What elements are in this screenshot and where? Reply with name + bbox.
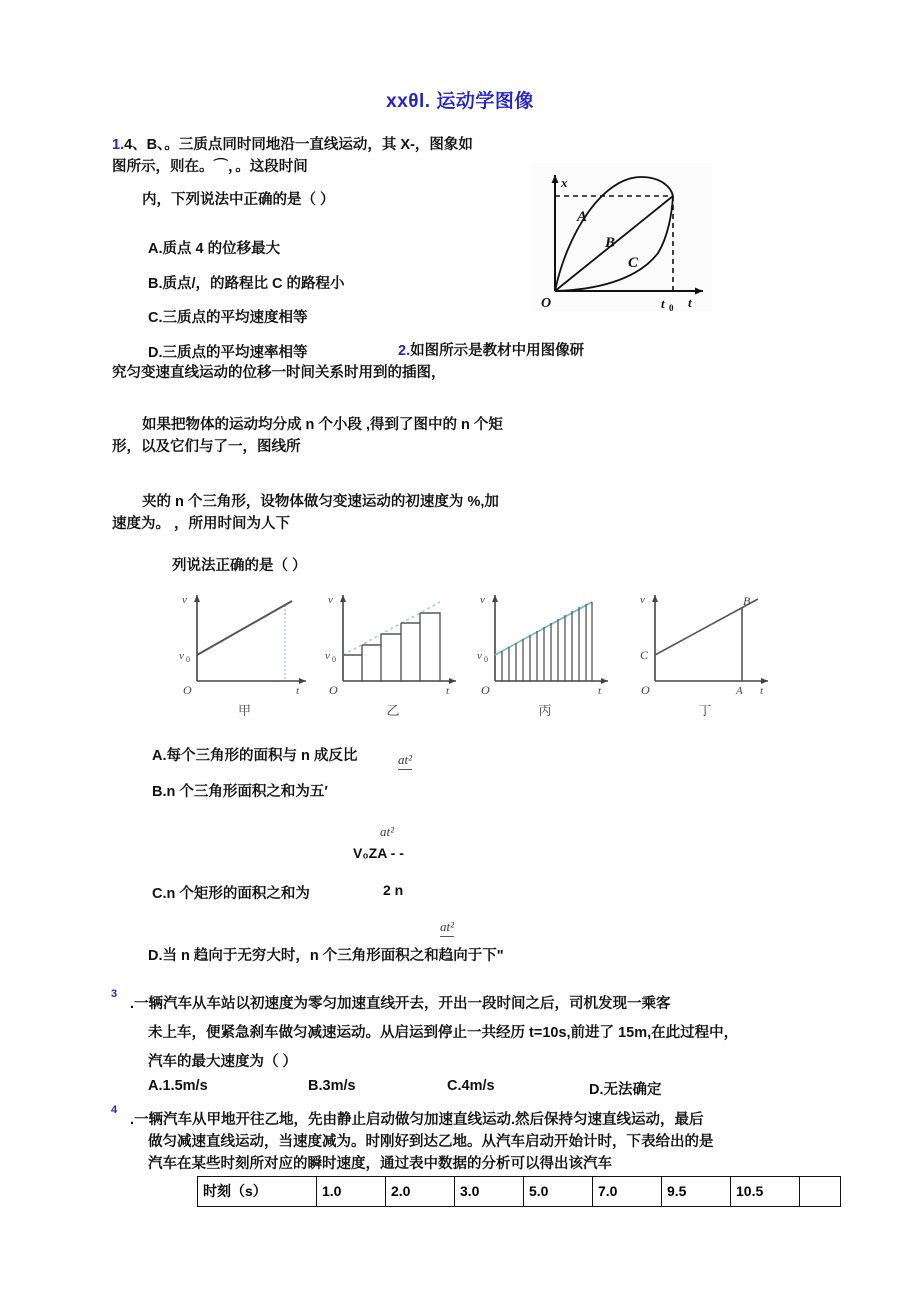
- question-1-option-c-label: C.: [148, 310, 163, 326]
- curve-label-a: A: [577, 209, 588, 225]
- page-title: xxθl. 运动学图像: [386, 91, 534, 112]
- question-1-number: 1.: [112, 137, 125, 153]
- question-1-option-a: [148, 237, 280, 258]
- v0-label: v: [477, 650, 482, 662]
- point-label-a: A: [736, 685, 743, 695]
- question-2-option-d-text: 当 n 趋向于无穷大时，n 个三角形面积之和趋向于下": [162, 948, 504, 964]
- question-4-stem-line3: 汽车在某些时刻所对应的瞬时速度，通过表中数据的分析可以得出该汽车: [148, 1156, 612, 1172]
- table-cell-empty: [800, 1177, 841, 1207]
- question-2-option-c-label: C.: [152, 886, 167, 902]
- table-row: [198, 1177, 841, 1207]
- vt-graph-jia-caption: 甲: [237, 703, 251, 718]
- question-1-stem-line3: 内，下列说法中正确的是（ ）: [142, 192, 335, 208]
- question-1-option-d-text: 三质点的平均速率相等: [162, 345, 308, 361]
- question-2-option-b: [152, 780, 328, 801]
- question-2-stem-line6: 速度为。 ，所用时间为人下: [112, 516, 291, 532]
- point-label-c: C: [640, 648, 649, 662]
- vt-graph-bing: [470, 585, 620, 695]
- question-1-option-c: [148, 306, 308, 327]
- question-2-stem-line2: 究匀变速直线运动的位移一时间关系时用到的插图，: [112, 365, 446, 381]
- question-2-option-a: [152, 744, 357, 765]
- question-1-option-d-label: D.: [148, 345, 163, 361]
- v-axis-label: v: [328, 594, 333, 606]
- t0-label: t: [661, 296, 665, 311]
- question-3-option-b-label: B.: [308, 1078, 323, 1094]
- question-3-stem-line3: 汽车的最大速度为（ ）: [148, 1054, 298, 1070]
- table-cell-t3: 3.0: [455, 1177, 524, 1207]
- question-1-option-b-text: 质点/，的路程比 C 的路程小: [162, 276, 345, 292]
- table-cell-t1: 1.0: [317, 1177, 386, 1207]
- v0-subscript: 0: [332, 655, 336, 664]
- v-axis-label: v: [640, 594, 645, 606]
- question-3-option-a: [148, 1078, 208, 1094]
- v-axis-label: v: [480, 594, 485, 606]
- question-3-option-c-label: C.: [447, 1078, 462, 1094]
- table-cell-t4: 5.0: [524, 1177, 593, 1207]
- question-1-stem-line2: 图所示，则在。⌒，。这段时间: [112, 159, 308, 175]
- origin-label: O: [641, 683, 650, 695]
- vt-graph-bing-caption: 丙: [538, 703, 552, 718]
- v0-subscript: 0: [484, 655, 488, 664]
- question-1-option-c-text: 三质点的平均速度相等: [162, 310, 308, 326]
- question-1-option-b-label: B.: [148, 276, 163, 292]
- question-2-stem-line1: 如图所示是教材中用图像研: [410, 343, 585, 359]
- question-4-number: 4: [111, 1104, 118, 1116]
- table-cell-t5: 7.0: [593, 1177, 662, 1207]
- question-3-option-b-text: 3m/s: [322, 1078, 356, 1094]
- question-2-number: 2.: [398, 343, 411, 359]
- question-3-option-d-label: D.: [589, 1082, 604, 1098]
- question-4-velocity-table: [197, 1176, 841, 1207]
- x-axis-t-label: t: [688, 295, 692, 310]
- vt-graph-yi-caption: 乙: [386, 703, 400, 718]
- question-1-option-a-text: 质点 4 的位移最大: [162, 241, 281, 257]
- vt-graph-ding-caption: 丁: [698, 703, 712, 718]
- question-2-option-d-label: D.: [148, 948, 163, 964]
- question-3-option-d-text: 无法确定: [603, 1082, 662, 1098]
- t-axis-label: t: [760, 685, 764, 695]
- v0-label: v: [325, 650, 330, 662]
- t-axis-label: t: [446, 685, 450, 695]
- question-2-stem-line4: 形，以及它们与了一，图线所: [112, 439, 301, 455]
- question-1-stem: [112, 135, 532, 156]
- curve-label-b: B: [605, 235, 616, 251]
- question-3-stem-line1: .一辆汽车从车站以初速度为零匀加速直线开去，开出一段时间之后，司机发现一乘客: [130, 996, 671, 1012]
- x-t-graph: [533, 163, 713, 311]
- question-3-option-d: [589, 1078, 662, 1099]
- question-2-stem-line7: 列说法正确的是（ ）: [172, 558, 307, 574]
- question-3-number: 3: [111, 988, 118, 1000]
- t-axis-label: t: [598, 685, 602, 695]
- question-2-option-b-label: B.: [152, 784, 167, 800]
- origin-label: O: [481, 683, 490, 695]
- vt-graph-yi: [318, 585, 468, 695]
- question-3-option-a-label: A.: [148, 1078, 163, 1094]
- question-3-stem-line2: 未上车，便紧急刹车做匀减速运动。从启运到停止一共经历 t=10s,前进了 15m,在此过程中，: [148, 1025, 739, 1041]
- curve-label-c: C: [628, 255, 639, 271]
- question-2-stem-start: [398, 341, 584, 362]
- question-2-option-c: [152, 882, 310, 903]
- question-2-option-a-label: A.: [152, 748, 167, 764]
- vt-graph-ding: [630, 585, 780, 695]
- origin-label: O: [541, 296, 552, 311]
- question-3-option-c: [447, 1078, 495, 1094]
- table-cell-t7: 10.5: [731, 1177, 800, 1207]
- question-1-option-a-label: A.: [148, 241, 163, 257]
- table-cell-t6: 9.5: [662, 1177, 731, 1207]
- x-axis-y-label: x: [561, 175, 568, 190]
- formula-c-at2: at²: [380, 824, 395, 839]
- v0-label: v: [179, 650, 184, 662]
- v-axis-label: v: [182, 594, 187, 606]
- question-2-option-a-text: 每个三角形的面积与 n 成反比: [166, 748, 358, 764]
- formula-c-v0za: V₀ZA - -: [353, 845, 404, 861]
- vt-graph-jia: [172, 585, 317, 695]
- question-2-option-b-text: n 个三角形面积之和为五′: [166, 784, 328, 800]
- t-axis-label: t: [296, 685, 300, 695]
- question-1-stem-line1: 4、B、。三质点同时同地沿一直线运动，其 X-，图象如: [124, 137, 473, 153]
- question-2-stem-line3: 如果把物体的运动均分成 n 个小段 ,得到了图中的 n 个矩: [142, 417, 503, 433]
- point-label-b: B: [743, 594, 751, 608]
- origin-label: O: [183, 683, 192, 695]
- question-4-stem-line2: 做匀减速直线运动，当速度减为。时刚好到达乙地。从汽车启动开始计时，下表给出的是: [148, 1134, 714, 1150]
- question-4-stem-line1: .一辆汽车从甲地开往乙地，先由静止启动做匀加速直线运动.然后保持匀速直线运动，最后: [130, 1112, 704, 1128]
- question-3-option-a-text: 1.5m/s: [162, 1078, 208, 1094]
- formula-b-at2: at²: [398, 752, 412, 770]
- question-3-option-b: [308, 1078, 356, 1094]
- question-3-option-c-text: 4m/s: [461, 1078, 495, 1094]
- table-cell-t2: 2.0: [386, 1177, 455, 1207]
- origin-label: O: [329, 683, 338, 695]
- formula-c-2n: 2 n: [383, 882, 404, 898]
- v0-subscript: 0: [186, 655, 190, 664]
- t0-subscript: 0: [669, 303, 674, 311]
- question-2-stem-line5: 夹的 n 个三角形，设物体做匀变速运动的初速度为 %,加: [142, 494, 499, 510]
- table-header-cell: 时刻（s）: [198, 1177, 317, 1207]
- question-1-option-b: [148, 272, 345, 293]
- question-2-option-c-text: n 个矩形的面积之和为: [166, 886, 310, 902]
- question-2-option-d: [148, 944, 504, 965]
- question-1-option-d: [148, 341, 308, 362]
- formula-d-at2: at²: [440, 919, 454, 937]
